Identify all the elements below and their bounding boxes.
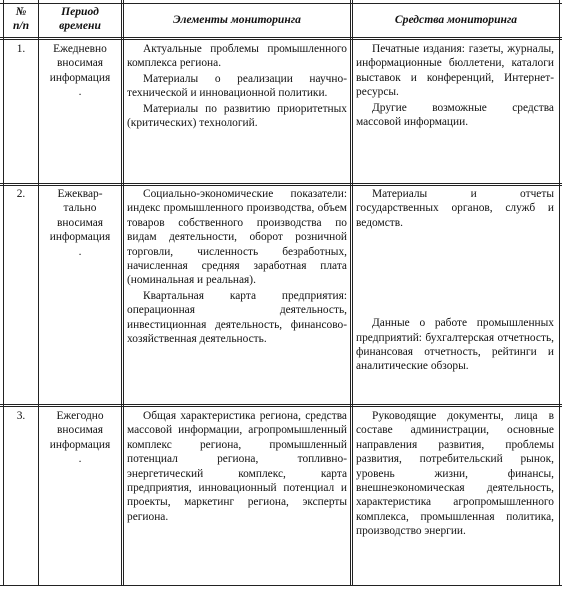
row-means xyxy=(356,409,554,540)
row-period: Ежеквар- тально вносимая информация . xyxy=(49,188,111,258)
table-border-left xyxy=(3,0,4,586)
means-paragraph: Другие возможные средства массовой информации. xyxy=(356,101,554,129)
means-paragraph: Материалы и отчеты государственных органов, служб и ведомств. xyxy=(356,188,554,229)
row-period: Ежедневно вносимая информация . xyxy=(49,43,111,99)
header-number: № п/п xyxy=(12,5,30,32)
element-paragraph: Квартальная карта предприятия: операционная деятельность, инвестиционная деятельность, финансово-хозяйственная деятельность. xyxy=(127,289,347,346)
row-elements xyxy=(127,187,347,347)
element-paragraph: Материалы по развитию приоритетных (критических) технологий. xyxy=(127,102,347,130)
means-paragraph: Руководящие документы, лица в составе администрации, основные направления развития, проблемы развития, потребительский рынок, уровень жизни, финансы, внешнеэкономическая деятельность, характеристика агропромышленного комплекса, промышленная политика, производство энергии. xyxy=(356,410,554,538)
table-border-top xyxy=(0,3,562,4)
row-divider xyxy=(0,37,562,40)
row-number: 3. xyxy=(16,410,26,422)
header-elements: Элементы мониторинга xyxy=(173,13,301,26)
element-paragraph: Общая характеристика региона, средства массовой информации, агропромышленный комплекс региона, промышленный потенциал региона, топливно-энергетический комплекс, карта предприятия, инновационный потенциал и проекты, маркетинг региона, эксперты региона. xyxy=(127,410,347,523)
table-border-right xyxy=(559,0,560,586)
header-period: Период времени xyxy=(59,5,101,32)
element-paragraph: Актуальные проблемы промышленного комплекса региона. xyxy=(127,43,347,70)
row-period: Ежегодно вносимая информация . xyxy=(49,410,111,466)
row-divider xyxy=(0,183,562,186)
row-means xyxy=(356,187,554,375)
column-divider xyxy=(121,0,124,586)
means-paragraph: Печатные издания: газеты, журналы, информационные бюллетени, каталоги выставок и конференций, Интернет-ресурсы. xyxy=(356,43,554,99)
row-elements xyxy=(127,409,347,525)
row-number: 1. xyxy=(16,43,26,55)
column-divider xyxy=(38,0,39,586)
row-number: 2. xyxy=(16,188,26,200)
row-means xyxy=(356,42,554,130)
element-paragraph: Материалы о реализации научно-технической и инновационной политики. xyxy=(127,72,347,100)
row-elements xyxy=(127,42,347,131)
element-paragraph: Социально-экономические показатели: индекс промышленного производства, объем товаров собственного производства по видам деятельности, оборот розничной торговли, численность безработных, начисленная средняя заработная плата (номинальная и реальная). xyxy=(127,188,347,287)
header-means: Средства мониторинга xyxy=(394,13,518,26)
table-border-bottom xyxy=(0,585,562,586)
row-divider xyxy=(0,404,562,407)
means-paragraph: Данные о работе промышленных предприятий: бухгалтерская отчетность, финансовая отчетность, рейтинги и аналитические обзоры. xyxy=(356,317,554,373)
column-divider xyxy=(350,0,353,586)
